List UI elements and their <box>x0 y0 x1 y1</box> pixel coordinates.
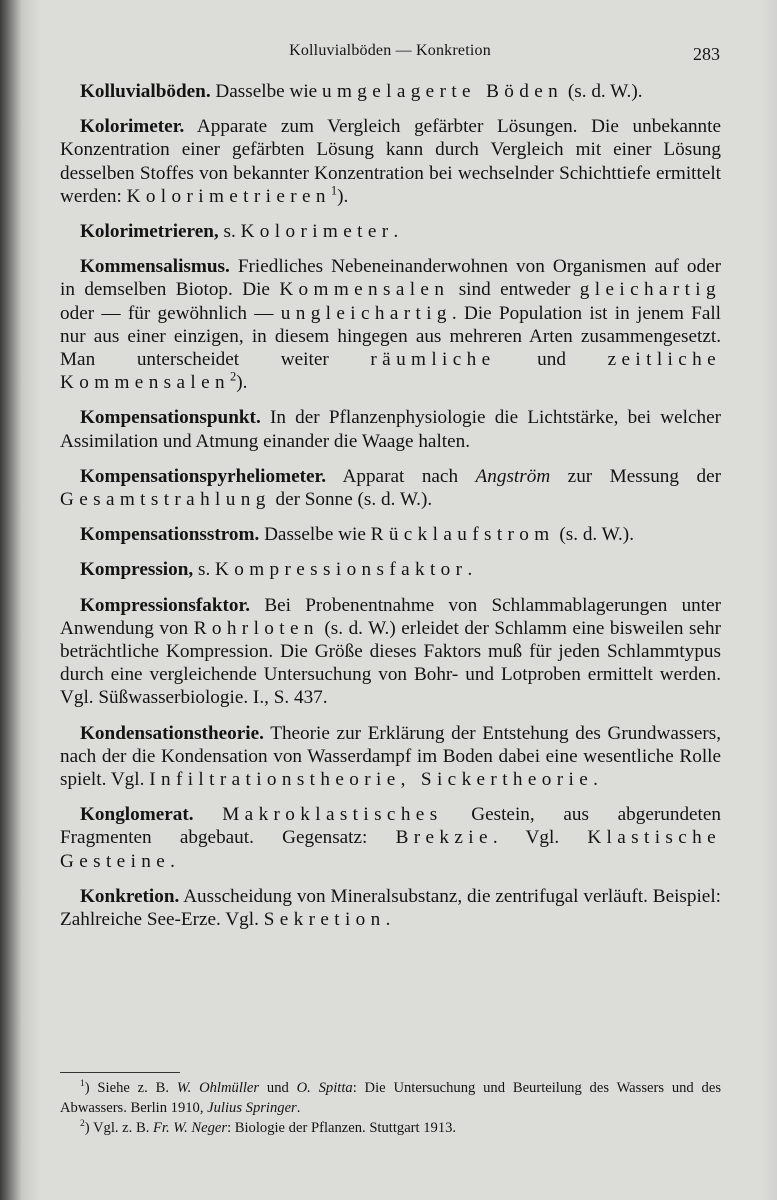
entry-term: Kolorimetrieren, <box>80 221 219 243</box>
entry-text: Friedliches Nebeneinanderwohnen von Organismen auf oder in demselben Biotop. Die <box>60 256 721 301</box>
dictionary-entry <box>60 558 721 581</box>
entry-text: Gestein, aus abgerundeten Fragmenten abgebaut. Gegensatz: <box>60 804 722 849</box>
dictionary-entry <box>60 406 721 452</box>
entry-text: und <box>259 1080 297 1096</box>
running-head: Kolluvialböden — Konkretion <box>289 42 491 59</box>
spaced-term: gleichartig <box>579 279 721 301</box>
spaced-term: Kolorimetrieren <box>126 185 331 207</box>
entry-term: Kompensationspunkt. <box>80 407 261 429</box>
entry-text: . Die Population ist in jenem Fall nur aus einer einzigen, in diesem hingegen aus mehreren Arten zusammengesetzt. Man unterscheidet weiter <box>60 302 721 371</box>
italic-name: Fr. W. Neger <box>153 1120 228 1136</box>
entry-term: Kompensationspyrheliometer. <box>80 465 327 487</box>
footnote-rule <box>60 1072 180 1073</box>
entry-text: . Vgl. <box>492 827 588 849</box>
spaced-term: Rohrloten <box>193 617 319 639</box>
italic-name: O. Spitta <box>296 1080 353 1096</box>
entry-text: Dasselbe wie <box>210 81 322 102</box>
entry-term: Kolluvialböden. <box>80 81 211 102</box>
entry-text: . <box>467 559 473 581</box>
spaced-term: umgelagerte Böden <box>321 81 564 102</box>
dictionary-entry <box>60 465 721 511</box>
entry-text: (s. d. W.). <box>563 81 643 102</box>
dictionary-entry <box>60 885 721 931</box>
page-number: 283 <box>693 44 720 64</box>
entry-text: der Sonne (s. d. W.). <box>270 489 433 511</box>
entry-text: ) Siehe z. B. <box>84 1080 177 1096</box>
footnote <box>60 1118 721 1138</box>
entry-text: ). <box>236 372 248 394</box>
entry-text <box>194 804 223 825</box>
footnote-marker: 1 <box>330 183 338 198</box>
entry-term: Kommensalismus. <box>80 256 230 278</box>
entry-text: Apparate zum Vergleich gefärbter Lösungen. Die unbekannte Konzentration einer gefärbten Lösung kann durch Vergleich mit einer Lösung desselben Stoffes von bekannter Konzentration bei wechselnder Schichttiefe ermittelt werden: <box>60 116 721 207</box>
dictionary-entry <box>60 255 721 394</box>
entry-text: Bei Probenentnahme von Schlammablagerungen unter Anwendung von <box>60 594 721 639</box>
spaced-term: ungleichartig <box>280 302 452 324</box>
entry-text: ) Vgl. z. B. <box>84 1120 153 1136</box>
dictionary-entries <box>60 80 721 943</box>
entry-text: und <box>495 349 608 371</box>
entry-text: : Die Untersuchung und Beurteilung des Wassers und des Abwassers. Berlin 1910, <box>60 1080 722 1116</box>
spaced-term: Rücklaufstrom <box>370 524 555 546</box>
footnotes <box>60 1078 721 1138</box>
entry-text: . <box>296 1100 301 1116</box>
spaced-term: Klastische Gesteine <box>60 827 722 872</box>
entry-text: Ausscheidung von Mineralsubstanz, die zentrifugal verläuft. Beispiel: Zahlreiche See-Erze. Vgl. <box>60 885 721 931</box>
spaced-term: Makroklastisches <box>222 804 443 826</box>
entry-term: Kompressionsfaktor. <box>80 594 251 616</box>
entry-text: s. <box>218 221 241 243</box>
dictionary-entry <box>60 803 721 873</box>
spaced-term: Brekzie <box>395 827 493 849</box>
entry-term: Kompensationsstrom. <box>80 524 260 546</box>
spaced-term: Kolorimeter <box>240 221 394 243</box>
dictionary-entry <box>60 115 721 208</box>
entry-term: Konglomerat. <box>80 804 194 826</box>
entry-term: Konkretion. <box>80 885 180 907</box>
entry-text: . <box>393 221 399 243</box>
dictionary-entry <box>60 220 721 243</box>
entry-term: Kondensationstheorie. <box>80 722 264 744</box>
entry-term: Kolorimeter. <box>80 116 185 138</box>
footnote <box>60 1078 721 1118</box>
entry-text: . <box>385 909 391 931</box>
entry-text: : Biologie der Pflanzen. Stuttgart 1913. <box>227 1120 457 1136</box>
entry-text: s. <box>193 559 216 581</box>
italic-name: W. Ohlmüller <box>176 1080 260 1096</box>
entry-text: In der Pflanzenphysiologie die Lichtstärke, bei welcher Assimilation und Atmung einander die Waage halten. <box>60 407 721 452</box>
spaced-term: zeitliche Kommensalen <box>60 349 722 394</box>
entry-text: . <box>593 769 598 791</box>
footnote-marker: 2 <box>80 1119 85 1130</box>
entry-text: (s. d. W.). <box>554 524 634 546</box>
dictionary-entry <box>60 80 721 103</box>
entry-text: (s. d. W.) erleidet der Schlamm eine bisweilen sehr beträchtliche Kompression. Die Größe dieses Faktors muß für jeden Schlammtypus durch eine vergleichende Untersuchung von Bohr- und Lotproben ermittelt werden. Vgl. Süßwasserbiologie. I., S. 437. <box>60 617 721 709</box>
entry-term: Kompression, <box>80 559 194 581</box>
dictionary-entry <box>60 722 721 792</box>
entry-text: Dasselbe wie <box>259 524 371 546</box>
entry-text: oder — für gewöhnlich — <box>60 302 281 324</box>
entry-text: zur Messung der <box>550 465 721 487</box>
italic-name: Julius Springer <box>207 1100 297 1116</box>
spaced-term: räumliche <box>370 349 496 371</box>
page-header <box>60 38 720 68</box>
footnote-marker: 1 <box>80 1079 85 1090</box>
dictionary-entry <box>60 594 721 710</box>
spaced-term: Kommensalen <box>279 279 450 301</box>
spaced-term: Gesamtstrahlung <box>60 489 271 511</box>
entry-text: sind entweder <box>449 279 580 301</box>
spaced-term: Kompressionsfaktor <box>215 559 468 581</box>
entry-text: . <box>170 850 175 872</box>
footnote-marker: 2 <box>229 369 237 384</box>
spaced-term: Infiltrationstheorie, Sickertheorie <box>149 769 594 791</box>
entry-text: Theorie zur Erklärung der Entstehung des Grundwassers, nach der die Kondensation von Wasserdampf im Boden dabei eine wesentliche Rolle spielt. Vgl. <box>60 722 721 791</box>
entry-text: Apparat nach <box>326 465 476 487</box>
spaced-term: Sekretion <box>263 909 386 931</box>
dictionary-entry <box>60 523 721 546</box>
italic-name: Angström <box>475 465 551 487</box>
entry-text: ). <box>337 185 349 207</box>
